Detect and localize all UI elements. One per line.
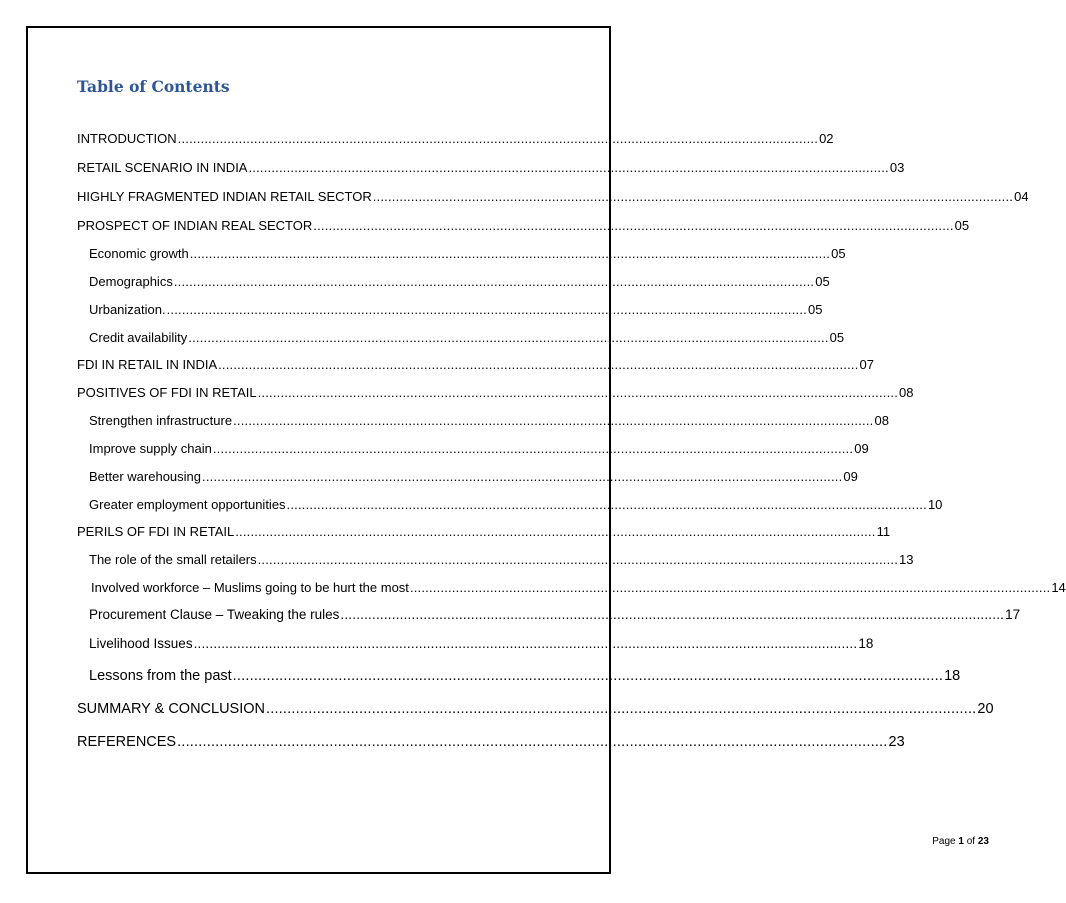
toc-entry-positives[interactable] [77,385,914,400]
toc-entry-label: The role of the small retailers [89,552,257,567]
toc-entry-supply-chain[interactable] [89,441,869,456]
footer-of-word: of [966,836,976,847]
toc-leader-dots: ........................................................................................................................................................................ [218,357,859,372]
toc-leader-dots: ........................................................................................................................................................................ [313,218,954,233]
toc-leader-dots: ........................................................................................................................................................................ [372,189,1014,204]
toc-entry-label: Greater employment opportunities [89,497,286,512]
toc-entry-infrastructure[interactable] [89,413,889,428]
toc-entry-procurement-clause[interactable] [89,607,1021,622]
toc-entry-fdi-in-retail[interactable] [77,357,874,372]
toc-entry-demographics[interactable] [89,274,830,289]
toc-entry-page: 17 [1005,607,1021,622]
toc-entry-page: 05 [829,330,845,345]
toc-entry-label: POSITIVES OF FDI IN RETAIL [77,385,257,400]
toc-leader-dots: ........................................................................................................................................................................ [286,497,927,512]
toc-leader-dots: ........................................................................................................................................................................ [173,274,815,289]
toc-entry-employment[interactable] [89,497,943,512]
toc-leader-dots: ........................................................................................................................................................................ [266,701,977,717]
toc-leader-dots: ........................................................................................................................................................................ [177,734,888,750]
toc-entry-lessons[interactable] [89,668,961,684]
toc-entry-label: REFERENCES [77,734,177,750]
toc-leader-dots: ........................................................................................................................................................................ [257,385,899,400]
toc-leader-dots: ........................................................................................................................................................................ [193,636,858,651]
toc-entry-label: Livelihood Issues [89,636,193,651]
toc-entry-label: PROSPECT OF INDIAN REAL SECTOR [77,218,313,233]
toc-entry-warehousing[interactable] [89,469,858,484]
toc-entry-label: Better warehousing [89,469,202,484]
toc-entry-label: Strengthen infrastructure [89,413,233,428]
toc-leader-dots: ........................................................................................................................................................................ [177,131,819,146]
toc-leader-dots: ........................................................................................................................................................................ [232,668,944,684]
toc-entry-page: 04 [1014,189,1029,204]
toc-entry-summary[interactable] [77,701,994,717]
toc-leader-dots: ........................................................................................................................................................................ [257,552,899,567]
footer-page-word: Page [932,836,956,847]
toc-leader-dots: ........................................................................................................................................................................ [166,302,807,317]
toc-entry-retail-scenario[interactable] [77,160,905,175]
toc-entry-label: Economic growth [89,246,189,261]
toc-entry-label: Improve supply chain [89,441,212,456]
toc-entry-label: Lessons from the past [89,668,232,684]
footer-current-page: 1 [958,836,964,847]
toc-entry-page: 18 [944,668,961,684]
toc-entry-credit-availability[interactable] [89,330,845,345]
toc-entry-small-retailers[interactable] [89,552,914,567]
toc-entry-label: PERILS OF FDI IN RETAIL [77,524,235,539]
toc-entry-label: FDI IN RETAIL IN INDIA [77,357,218,372]
toc-entry-page: 23 [888,734,905,750]
toc-entry-label: HIGHLY FRAGMENTED INDIAN RETAIL SECTOR [77,189,372,204]
toc-entry-page: 08 [874,413,889,428]
toc-entry-perils[interactable] [77,524,891,539]
toc-entry-page: 10 [927,497,943,512]
toc-entry-livelihood[interactable] [89,636,874,651]
toc-entry-label: Credit availability [89,330,188,345]
toc-entry-page: 09 [854,441,869,456]
toc-entry-page: 05 [815,274,830,289]
toc-entry-label: Procurement Clause – Tweaking the rules [89,607,340,622]
toc-entry-fragmented-sector[interactable] [77,189,1029,204]
toc-entry-label: RETAIL SCENARIO IN INDIA [77,160,248,175]
toc-leader-dots: ........................................................................................................................................................................ [235,524,876,539]
toc-entry-page: 05 [954,218,970,233]
toc-entry-label: Urbanization. [89,302,166,317]
toc-heading: Table of Contents [77,77,230,96]
toc-entry-page: 20 [977,701,994,717]
toc-entry-page: 07 [859,357,874,372]
toc-leader-dots: ........................................................................................................................................................................ [189,246,831,261]
toc-entry-urbanization[interactable] [89,302,823,317]
toc-entry-label: Demographics [89,274,173,289]
toc-leader-dots: ........................................................................................................................................................................ [233,413,874,428]
toc-leader-dots: ........................................................................................................................................................................ [188,330,829,345]
toc-entry-label: Involved workforce – Muslims going to be hurt the most [91,580,409,595]
toc-entry-involved-workforce[interactable] [91,580,1066,595]
toc-entry-page: 03 [889,160,905,175]
toc-entry-page: 08 [899,385,914,400]
toc-entry-page: 11 [876,524,891,539]
toc-entry-introduction[interactable] [77,131,834,146]
toc-entry-label: SUMMARY & CONCLUSION [77,701,265,717]
toc-entry-page: 09 [843,469,858,484]
page-footer [932,836,989,847]
toc-entry-page: 05 [808,302,823,317]
toc-entry-page: 18 [858,636,874,651]
toc-entry-page: 02 [819,131,834,146]
toc-entry-page: 05 [831,246,846,261]
toc-entry-references[interactable] [77,734,905,750]
toc-entry-label: INTRODUCTION [77,131,177,146]
toc-entry-economic-growth[interactable] [89,246,846,261]
footer-total-pages: 23 [977,836,989,847]
toc-leader-dots: ........................................................................................................................................................................ [202,469,843,484]
toc-entry-page: 14 [1051,580,1066,595]
toc-leader-dots: ........................................................................................................................................................................ [212,441,854,456]
toc-leader-dots: ........................................................................................................................................................................ [409,580,1051,595]
toc-leader-dots: ........................................................................................................................................................................ [340,607,1005,622]
toc-entry-prospect[interactable] [77,218,970,233]
toc-entry-page: 13 [899,552,914,567]
toc-leader-dots: ........................................................................................................................................................................ [248,160,889,175]
